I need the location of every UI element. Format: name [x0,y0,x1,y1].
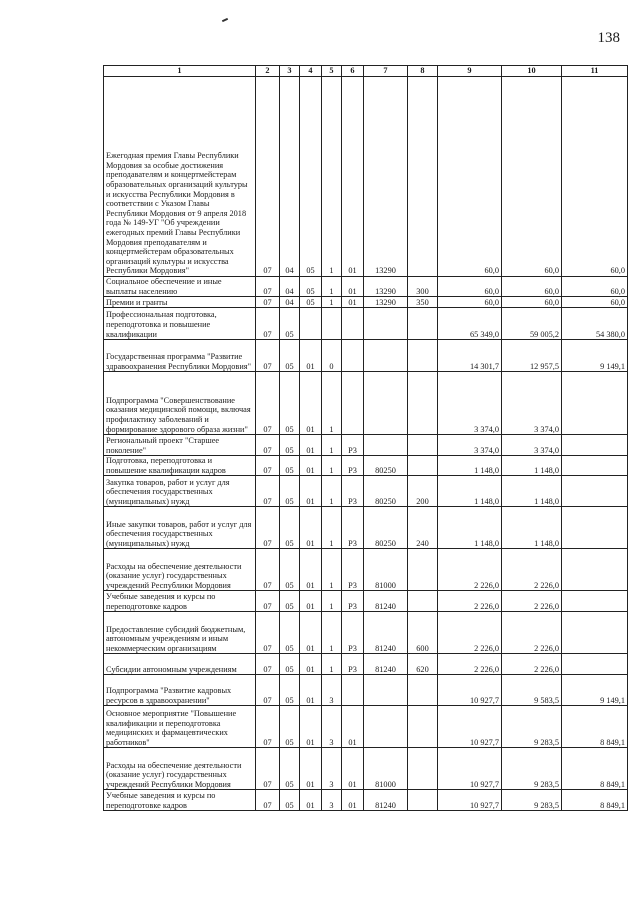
table-cell: 1 [322,456,342,476]
table-cell: 05 [280,675,300,706]
table-cell: 600 [408,612,438,654]
table-cell: 05 [280,476,300,507]
table-cell [364,340,408,372]
table-cell [562,654,628,675]
column-header: 1 [104,66,256,77]
table-row [104,675,628,706]
table-cell: 2 226,0 [502,654,562,675]
table-cell: 07 [256,612,280,654]
table-cell: 05 [280,435,300,456]
table-cell: 9 283,5 [502,790,562,811]
table-cell: 3 [322,790,342,811]
table-row [104,340,628,372]
table-cell: 60,0 [502,277,562,297]
table-cell: 10 927,7 [438,790,502,811]
table-cell: 2 226,0 [438,612,502,654]
table-cell: 9 283,5 [502,748,562,790]
row-name-cell: Основное мероприятие "Повышение квалификации и переподготовка медицинских и фармацевтических работников" [104,706,256,748]
row-name-cell: Учебные заведения и курсы по переподготовке кадров [104,591,256,612]
table-cell: 01 [342,277,364,297]
table-cell: 07 [256,790,280,811]
table-cell [408,340,438,372]
table-cell [562,476,628,507]
scan-mark [222,18,228,22]
table-cell: 01 [300,748,322,790]
table-cell: 60,0 [438,277,502,297]
table-cell: 05 [280,790,300,811]
table-cell: 1 [322,476,342,507]
table-cell [322,308,342,340]
table-cell: 01 [342,77,364,277]
table-cell: 12 957,5 [502,340,562,372]
column-header: 10 [502,66,562,77]
table-cell [408,748,438,790]
table-row [104,435,628,456]
table-cell: 1 [322,591,342,612]
table-cell: 07 [256,435,280,456]
table-cell: P3 [342,456,364,476]
row-name-cell: Учебные заведения и курсы по переподготовке кадров [104,790,256,811]
table-cell: 620 [408,654,438,675]
table-cell [408,549,438,591]
table-cell: 3 374,0 [438,435,502,456]
table-cell: 80250 [364,507,408,549]
table-cell: 2 226,0 [438,591,502,612]
table-cell: 05 [280,549,300,591]
table-row [104,591,628,612]
table-row [104,277,628,297]
row-name-cell: Ежегодная премия Главы Республики Мордовия за особые достижения преподавателям и концертмейстерам образовательных организаций культуры и искусства Республики Мордовия в соответствии с Указом Главы Республики Мордовия от 9 апреля 2018 года № 149-УГ "Об учреждении ежегодных премий Главы Республики Мордовия преподавателям и концертмейстерам образовательных организаций культуры и искусства Республики Мордовия" [104,77,256,277]
row-name-cell: Подпрограмма "Совершенствование оказания медицинской помощи, включая профилактику заболеваний и формирование здорового образа жизни" [104,372,256,435]
column-header: 3 [280,66,300,77]
table-cell [562,591,628,612]
table-cell: 07 [256,308,280,340]
table-cell: 240 [408,507,438,549]
table-cell: 07 [256,476,280,507]
table-cell: 1 [322,372,342,435]
table-cell [562,372,628,435]
table-cell: 07 [256,277,280,297]
table-cell: 05 [280,654,300,675]
table-cell: 04 [280,277,300,297]
table-cell: 04 [280,297,300,308]
table-cell [562,507,628,549]
table-cell [408,435,438,456]
table-cell: 1 148,0 [502,456,562,476]
table-cell: 1 148,0 [502,476,562,507]
table-cell: 01 [300,654,322,675]
column-header: 7 [364,66,408,77]
table-cell [562,435,628,456]
table-cell [562,456,628,476]
table-row [104,456,628,476]
table-cell: P3 [342,476,364,507]
table-cell: 2 226,0 [438,549,502,591]
table-cell: 1 148,0 [438,476,502,507]
row-name-cell: Подготовка, переподготовка и повышение квалификации кадров [104,456,256,476]
table-cell [408,790,438,811]
table-cell: 1 [322,654,342,675]
table-cell [364,675,408,706]
table-cell: 05 [280,372,300,435]
row-name-cell: Подпрограмма "Развитие кадровых ресурсов в здравоохранении" [104,675,256,706]
table-cell: 3 [322,748,342,790]
table-cell: P3 [342,435,364,456]
table-cell: 01 [300,549,322,591]
column-header: 8 [408,66,438,77]
table-cell: 8 849,1 [562,790,628,811]
table-cell: 81000 [364,748,408,790]
table-cell: 80250 [364,476,408,507]
table-cell: 01 [342,297,364,308]
column-header: 6 [342,66,364,77]
table-cell: 01 [300,790,322,811]
table-cell: P3 [342,549,364,591]
table-cell: 05 [300,297,322,308]
table-cell: 3 [322,675,342,706]
table-cell [408,372,438,435]
row-name-cell: Закупка товаров, работ и услуг для обеспечения государственных (муниципальных) нужд [104,476,256,507]
table-cell: 01 [300,507,322,549]
table-cell: 01 [342,790,364,811]
table-header-row [104,66,628,77]
table-row [104,706,628,748]
table-cell: 1 148,0 [438,507,502,549]
table-cell: 04 [280,77,300,277]
table-cell: 01 [300,675,322,706]
table-cell: 05 [280,340,300,372]
table-row [104,549,628,591]
table-cell: 3 374,0 [502,372,562,435]
table-cell: 9 149,1 [562,340,628,372]
table-cell: 65 349,0 [438,308,502,340]
table-cell: P3 [342,591,364,612]
table-cell [342,340,364,372]
table-cell [408,591,438,612]
table-cell: 1 [322,612,342,654]
table-cell: 07 [256,340,280,372]
table-cell: 05 [280,591,300,612]
table-cell: 200 [408,476,438,507]
table-cell: 8 849,1 [562,706,628,748]
row-name-cell: Расходы на обеспечение деятельности (оказание услуг) государственных учреждений Республики Мордовия [104,549,256,591]
table-cell: 1 148,0 [438,456,502,476]
table-row [104,476,628,507]
table-cell [364,435,408,456]
table-cell [364,372,408,435]
table-cell: 81000 [364,549,408,591]
table-cell: 05 [280,612,300,654]
row-name-cell: Социальное обеспечение и иные выплаты населению [104,277,256,297]
table-row [104,77,628,277]
table-cell [342,308,364,340]
table-cell [408,456,438,476]
column-header: 5 [322,66,342,77]
table-cell: 300 [408,277,438,297]
row-name-cell: Профессиональная подготовка, переподготовка и повышение квалификации [104,308,256,340]
table-cell [408,706,438,748]
table-cell: 07 [256,372,280,435]
table-cell: 1 [322,507,342,549]
row-name-cell: Государственная программа "Развитие здравоохранения Республики Мордовия" [104,340,256,372]
table-cell: 13290 [364,277,408,297]
table-cell: 1 [322,277,342,297]
table-cell: 01 [300,706,322,748]
table-cell: 3 374,0 [502,435,562,456]
table-cell: 05 [300,77,322,277]
row-name-cell: Иные закупки товаров, работ и услуг для обеспечения государственных (муниципальных) нужд [104,507,256,549]
table-cell: 07 [256,675,280,706]
table-cell: 01 [300,456,322,476]
table-cell: 81240 [364,612,408,654]
table-cell: 9 283,5 [502,706,562,748]
table-cell: 07 [256,507,280,549]
table-cell: 9 149,1 [562,675,628,706]
table-cell: 1 148,0 [502,507,562,549]
table-cell [408,308,438,340]
row-name-cell: Расходы на обеспечение деятельности (оказание услуг) государственных учреждений Республики Мордовия [104,748,256,790]
row-name-cell: Региональный проект "Старшее поколение" [104,435,256,456]
table-cell: 60,0 [438,77,502,277]
table-cell: 60,0 [562,297,628,308]
table-cell: 3 374,0 [438,372,502,435]
table-cell: P3 [342,654,364,675]
table-cell: 13290 [364,77,408,277]
table-cell: 07 [256,549,280,591]
table-cell: 80250 [364,456,408,476]
table-cell: 3 [322,706,342,748]
table-cell: 14 301,7 [438,340,502,372]
table-cell: 05 [300,277,322,297]
table-cell: 01 [300,476,322,507]
table-cell: 1 [322,549,342,591]
table-cell: 1 [322,435,342,456]
table-cell: 01 [300,340,322,372]
table-cell: 2 226,0 [438,654,502,675]
table-row [104,297,628,308]
table-cell [408,77,438,277]
column-header: 4 [300,66,322,77]
table-cell: 07 [256,456,280,476]
table-cell: 10 927,7 [438,748,502,790]
row-name-cell: Премии и гранты [104,297,256,308]
column-header: 11 [562,66,628,77]
table-row [104,372,628,435]
table-cell: 07 [256,654,280,675]
table-row [104,790,628,811]
table-cell: 0 [322,340,342,372]
table-cell: 54 380,0 [562,308,628,340]
row-name-cell: Предоставление субсидий бюджетным, автономным учреждениям и иным некоммерческим организациям [104,612,256,654]
page-number: 138 [597,30,620,46]
table-row [104,507,628,549]
table-cell: 01 [300,435,322,456]
table-cell: 8 849,1 [562,748,628,790]
table-cell: 81240 [364,591,408,612]
table-cell: 05 [280,456,300,476]
table-cell: 05 [280,748,300,790]
table-cell: 10 927,7 [438,706,502,748]
table-cell: 01 [342,706,364,748]
table-cell: P3 [342,612,364,654]
table-cell: 2 226,0 [502,591,562,612]
table-cell: 2 226,0 [502,549,562,591]
table-cell: 350 [408,297,438,308]
table-cell: 60,0 [438,297,502,308]
table-cell: 07 [256,748,280,790]
table-cell: 07 [256,297,280,308]
table-cell: 59 005,2 [502,308,562,340]
table-row [104,612,628,654]
row-name-cell: Субсидии автономным учреждениям [104,654,256,675]
table-row [104,748,628,790]
table-cell: 60,0 [502,297,562,308]
table-cell: 81240 [364,654,408,675]
table-cell: 01 [342,748,364,790]
table-cell: 01 [300,372,322,435]
table-cell [364,308,408,340]
table-cell: 13290 [364,297,408,308]
table-cell: 1 [322,297,342,308]
table-cell: P3 [342,507,364,549]
table-cell [408,675,438,706]
table-cell: 07 [256,591,280,612]
table-cell [300,308,322,340]
budget-table [103,65,628,811]
table-cell [562,549,628,591]
table-cell [342,372,364,435]
table-cell: 60,0 [502,77,562,277]
table-cell: 01 [300,591,322,612]
table-cell [364,706,408,748]
table-cell: 01 [300,612,322,654]
table-cell: 2 226,0 [502,612,562,654]
table-cell: 05 [280,507,300,549]
table-cell: 07 [256,77,280,277]
column-header: 2 [256,66,280,77]
table-cell: 07 [256,706,280,748]
table-cell: 05 [280,308,300,340]
table-row [104,654,628,675]
table-cell [342,675,364,706]
table-cell: 1 [322,77,342,277]
table-cell [562,612,628,654]
table-row [104,308,628,340]
column-header: 9 [438,66,502,77]
table-cell: 9 583,5 [502,675,562,706]
table-cell: 10 927,7 [438,675,502,706]
table-cell: 05 [280,706,300,748]
table-cell: 60,0 [562,77,628,277]
table-cell: 81240 [364,790,408,811]
table-cell: 60,0 [562,277,628,297]
